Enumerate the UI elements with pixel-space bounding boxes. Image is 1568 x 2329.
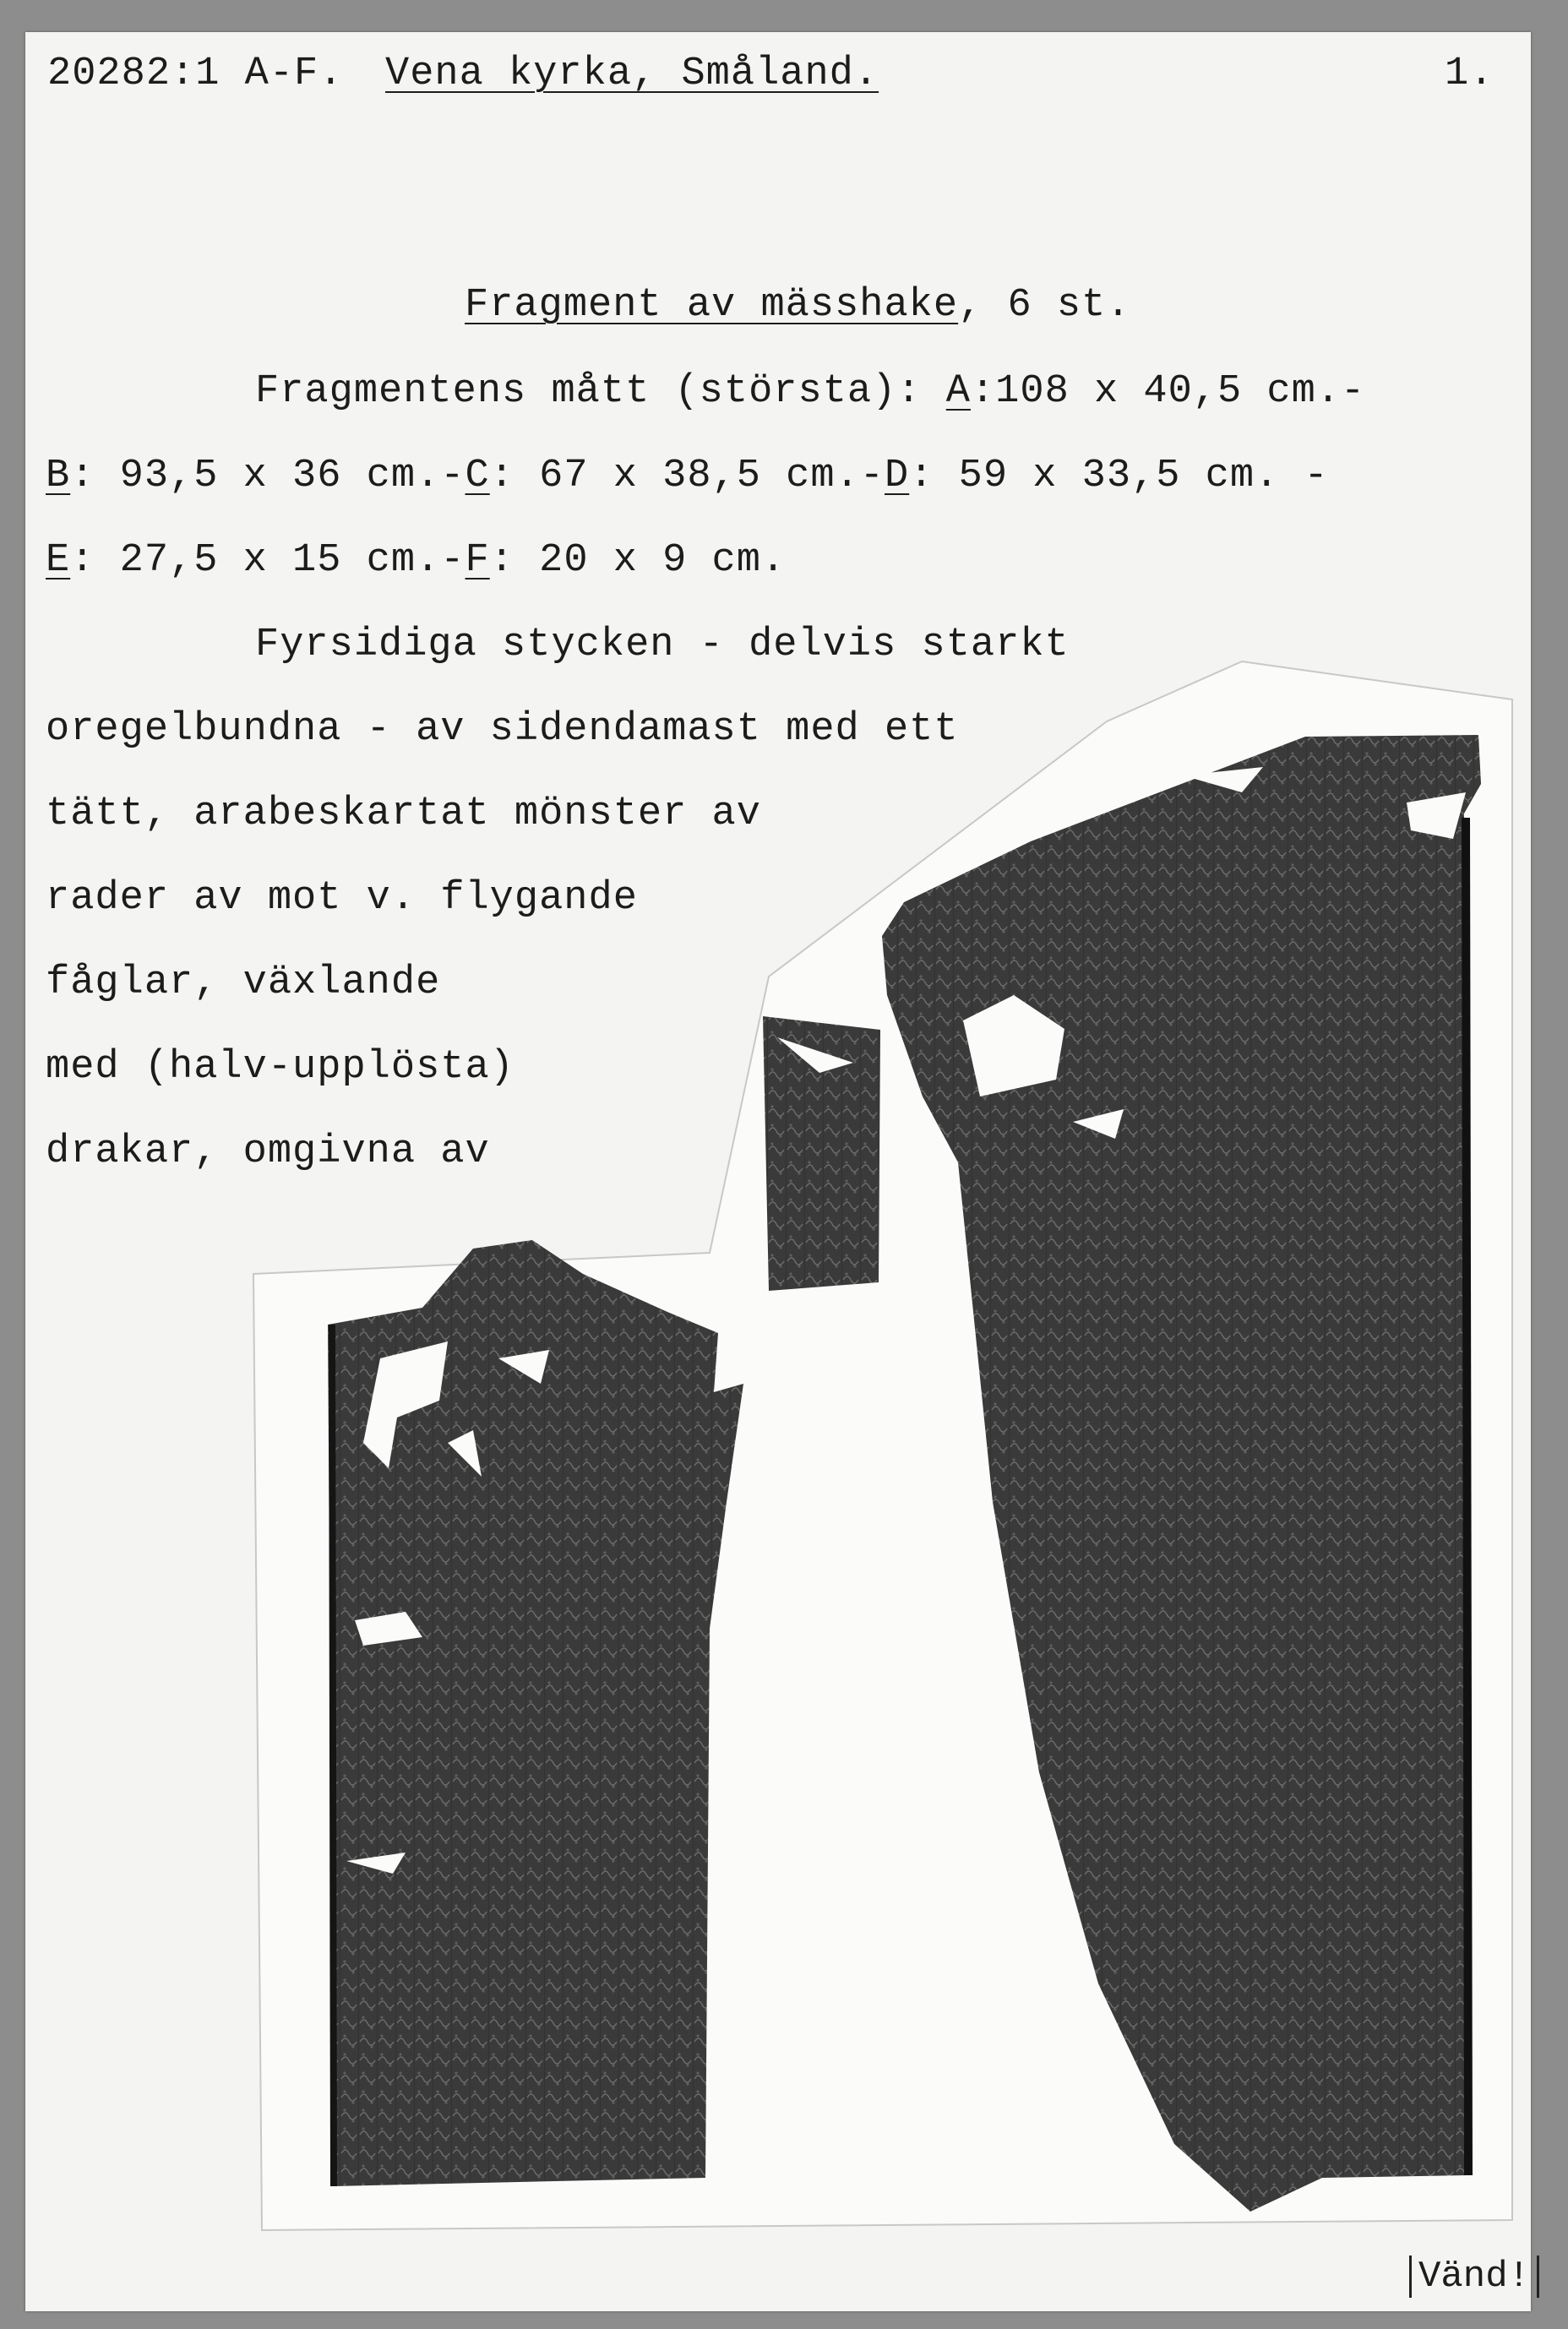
measure-e-value: : 27,5 x 15 cm.- bbox=[70, 538, 466, 583]
description-line-2: oregelbundna - av sidendamast med ett bbox=[46, 707, 959, 752]
document-title bbox=[465, 283, 1131, 328]
description-line-7: drakar, omgivna av bbox=[46, 1129, 490, 1174]
title-underlined: Fragment av mässhake bbox=[465, 283, 959, 328]
description-line-3: tätt, arabeskartat mönster av bbox=[46, 792, 761, 836]
description-line-6: med (halv-upplösta) bbox=[46, 1045, 514, 1090]
measure-d-label: D bbox=[885, 454, 910, 498]
measure-intro: Fragmentens mått (största): bbox=[255, 369, 946, 414]
catalog-card bbox=[25, 32, 1531, 2311]
page-number: 1. bbox=[1445, 52, 1494, 96]
turn-over-note: Vänd! bbox=[1409, 2256, 1539, 2298]
location-title: Vena kyrka, Småland. bbox=[385, 52, 879, 96]
measure-e-label: E bbox=[46, 538, 71, 583]
measure-line-3 bbox=[46, 538, 787, 583]
measure-b-value: : 93,5 x 36 cm.- bbox=[70, 454, 466, 498]
description-line-4: rader av mot v. flygande bbox=[46, 876, 638, 921]
measure-f-label: F bbox=[465, 538, 490, 583]
measure-b-label: B bbox=[46, 454, 71, 498]
measure-a-value: :108 x 40,5 cm.- bbox=[970, 369, 1366, 414]
catalog-number: 20282:1 A-F. bbox=[47, 52, 344, 96]
measure-line-2 bbox=[46, 456, 1329, 496]
measure-line-1 bbox=[255, 369, 1366, 414]
measure-c-value: : 67 x 38,5 cm.- bbox=[489, 454, 885, 498]
description-line-5: fåglar, växlande bbox=[46, 960, 441, 1005]
description-line-1: Fyrsidiga stycken - delvis starkt bbox=[255, 623, 1070, 667]
measure-f-value: : 20 x 9 cm. bbox=[489, 538, 787, 583]
measure-a-label: A bbox=[945, 369, 971, 414]
measure-c-label: C bbox=[465, 454, 490, 498]
measure-d-value: : 59 x 33,5 cm. - bbox=[909, 454, 1329, 498]
title-rest: , 6 st. bbox=[958, 283, 1131, 328]
